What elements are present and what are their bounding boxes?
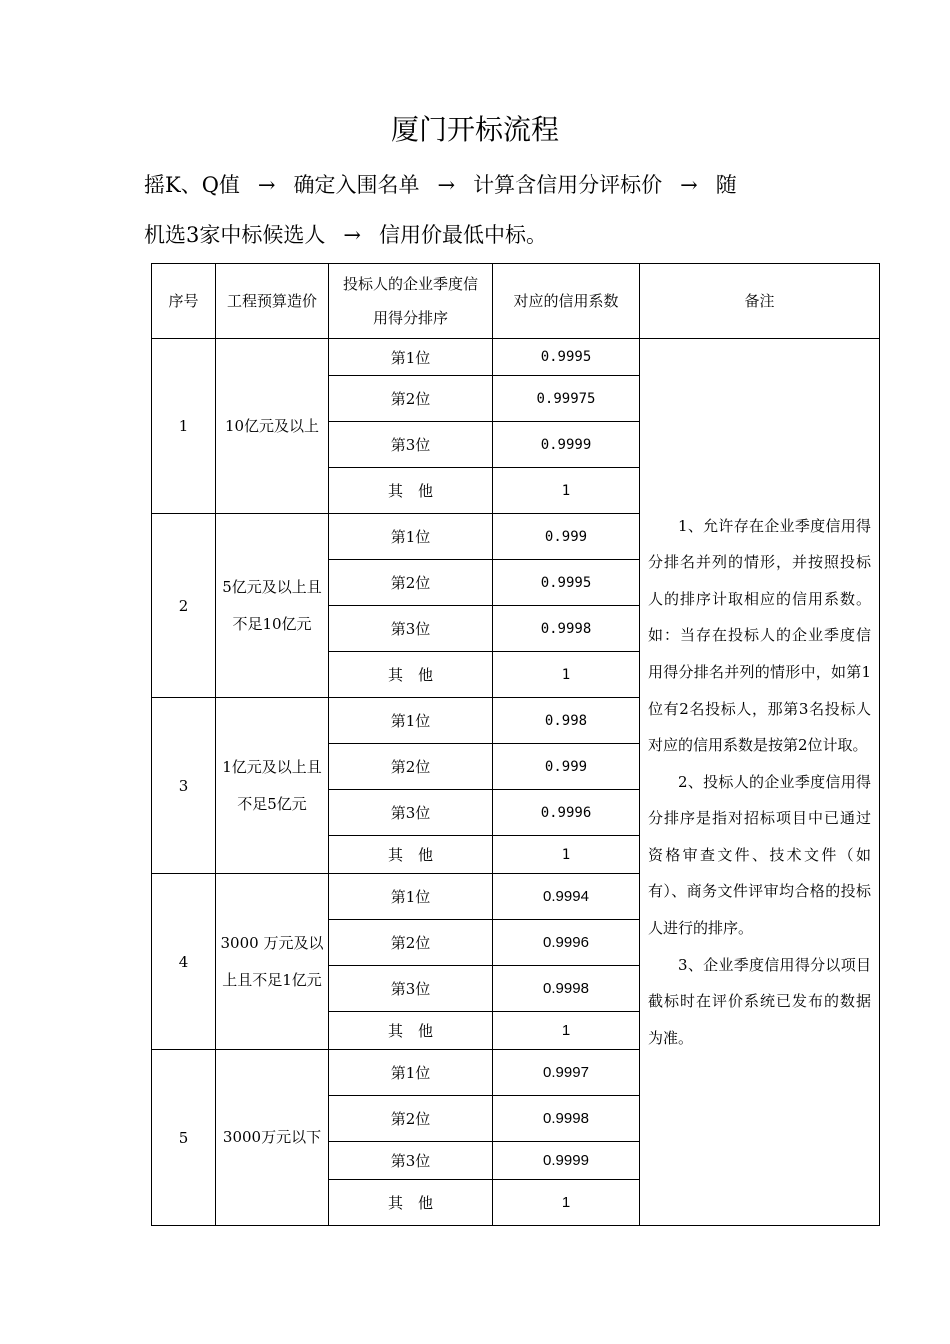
coefficient-cell: 0.9999	[493, 1142, 640, 1180]
header-coefficient: 对应的信用系数	[493, 264, 640, 339]
rank-cell: 第3位	[329, 790, 493, 836]
coefficient-cell: 1	[493, 468, 640, 514]
row-number: 5	[152, 1050, 216, 1226]
coefficient-cell: 1	[493, 836, 640, 874]
credit-coefficient-table	[151, 263, 880, 1226]
coefficient-cell: 0.999	[493, 514, 640, 560]
rank-cell: 第3位	[329, 606, 493, 652]
rank-cell: 第3位	[329, 966, 493, 1012]
row-number: 3	[152, 698, 216, 874]
rank-cell: 第1位	[329, 698, 493, 744]
coefficient-cell: 0.9994	[493, 874, 640, 920]
flow-step: 计算含信用分评标价	[473, 173, 663, 197]
coefficient-cell: 0.998	[493, 698, 640, 744]
coefficient-cell: 0.9998	[493, 966, 640, 1012]
rank-cell: 其 他	[329, 468, 493, 514]
rank-cell: 第2位	[329, 920, 493, 966]
rank-cell: 第1位	[329, 339, 493, 376]
arrow-icon: →	[343, 223, 361, 247]
budget-range: 10亿元及以上	[216, 339, 329, 514]
rank-cell: 其 他	[329, 1012, 493, 1050]
budget-range: 5亿元及以上且不足10亿元	[216, 514, 329, 698]
rank-cell: 第1位	[329, 874, 493, 920]
rank-cell: 第2位	[329, 1096, 493, 1142]
remark-paragraph: 1、允许存在企业季度信用得分排名并列的情形，并按照投标人的排序计取相应的信用系数。如：当存在投标人的企业季度信用得分排名并列的情形中，如第1位有2名投标人，那第3名投标人对应的信用系数是按第2位计取。	[648, 516, 871, 755]
coefficient-cell: 1	[493, 1180, 640, 1226]
rank-cell: 其 他	[329, 1180, 493, 1226]
flow-line-2	[144, 220, 844, 250]
budget-range: 1亿元及以上且不足5亿元	[216, 698, 329, 874]
table-row	[152, 339, 880, 376]
rank-cell: 其 他	[329, 836, 493, 874]
coefficient-cell: 1	[493, 652, 640, 698]
remark-paragraph: 2、投标人的企业季度信用得分排序是指对招标项目中已通过资格审查文件、技术文件（如有）、商务文件评审均合格的投标人进行的排序。	[648, 772, 871, 938]
coefficient-cell: 0.9999	[493, 422, 640, 468]
coefficient-cell: 0.9995	[493, 560, 640, 606]
budget-range: 3000万元以下	[216, 1050, 329, 1226]
coefficient-cell: 1	[493, 1012, 640, 1050]
rank-cell: 第3位	[329, 422, 493, 468]
page-title: 厦门开标流程	[390, 113, 559, 146]
flow-step: 确定入围名单	[293, 173, 420, 197]
header-remarks: 备注	[640, 264, 880, 339]
row-number: 2	[152, 514, 216, 698]
remarks-cell	[640, 339, 880, 1226]
rank-cell: 第2位	[329, 376, 493, 422]
coefficient-cell: 0.9995	[493, 339, 640, 376]
rank-cell: 其 他	[329, 652, 493, 698]
row-number: 4	[152, 874, 216, 1050]
rank-cell: 第1位	[329, 1050, 493, 1096]
budget-range: 3000 万元及以上且不足1亿元	[216, 874, 329, 1050]
rank-cell: 第3位	[329, 1142, 493, 1180]
coefficient-cell: 0.9998	[493, 606, 640, 652]
row-number: 1	[152, 339, 216, 514]
rank-cell: 第2位	[329, 560, 493, 606]
coefficient-cell: 0.999	[493, 744, 640, 790]
rank-cell: 第2位	[329, 744, 493, 790]
flow-line-1	[144, 170, 844, 200]
coefficient-cell: 0.9997	[493, 1050, 640, 1096]
coefficient-cell: 0.9996	[493, 790, 640, 836]
header-rank: 投标人的企业季度信用得分排序	[329, 264, 493, 339]
flow-step: 机选3家中标候选人	[144, 223, 326, 247]
rank-cell: 第1位	[329, 514, 493, 560]
arrow-icon: →	[437, 173, 456, 197]
coefficient-cell: 0.9996	[493, 920, 640, 966]
flow-step: 摇K、Q值	[144, 173, 240, 197]
flow-step: 随	[715, 173, 737, 197]
header-no: 序号	[152, 264, 216, 339]
remark-paragraph: 3、企业季度信用得分以项目截标时在评价系统已发布的数据为准。	[648, 955, 871, 1047]
header-budget: 工程预算造价	[216, 264, 329, 339]
arrow-icon: →	[257, 173, 276, 197]
coefficient-cell: 0.9998	[493, 1096, 640, 1142]
coefficient-cell: 0.99975	[493, 376, 640, 422]
arrow-icon: →	[680, 173, 698, 197]
flow-step: 信用价最低中标。	[378, 223, 547, 247]
